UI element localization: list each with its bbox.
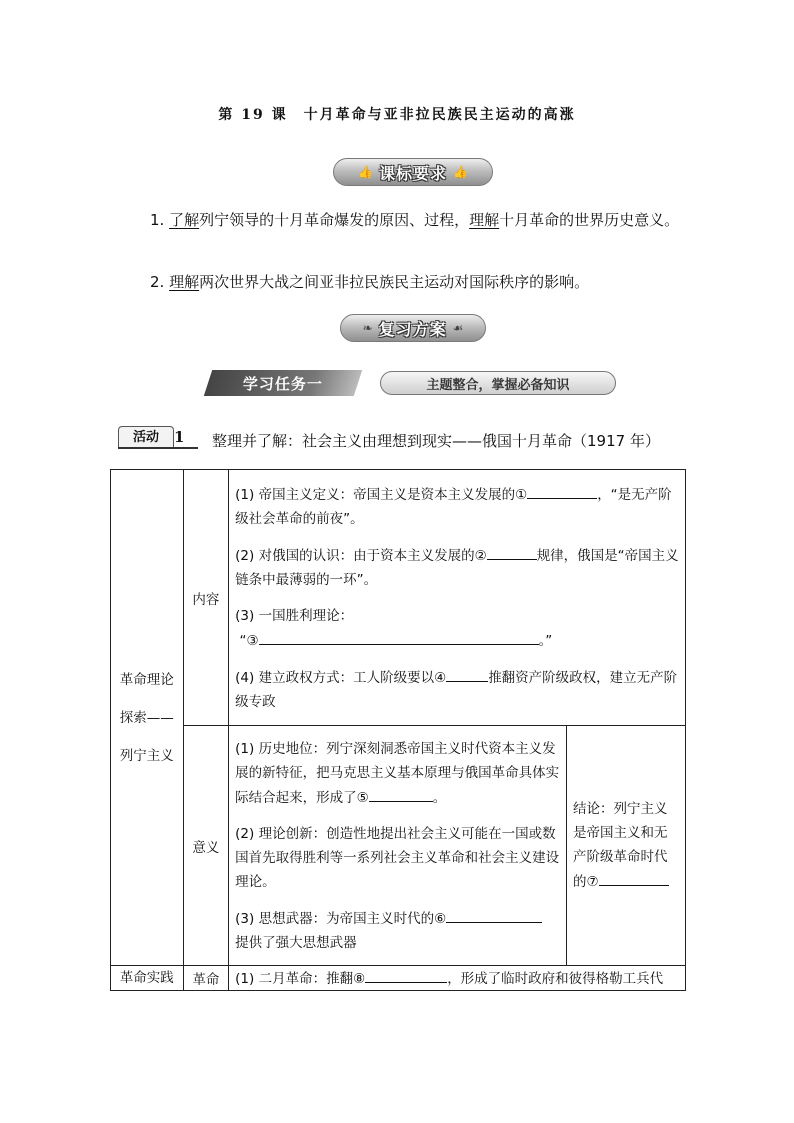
answer-blank[interactable] [527,482,597,499]
revolution-label: 革命 [183,966,229,991]
requirement-text: 两次世界大战之间亚非拉民族民主运动对国际秩序的影响。 [199,273,590,291]
content-item: (2) 对俄国的认识：由于资本主义发展的② 规律，俄国是“帝国主义链条中最薄弱的一环”。 [235,543,679,592]
curriculum-banner [333,158,493,186]
meaning-cell [229,726,567,966]
row-label-line: 革命理论 [119,671,174,688]
answer-blank[interactable] [487,543,537,560]
answer-blank[interactable] [369,785,433,802]
task-subtitle: 主题整合，掌握必备知识 [380,371,616,395]
review-banner-label: 复习方案 [378,319,447,339]
activity-underline [118,447,198,449]
conclusion-text: 结论：列宁主义是帝国主义和无产阶级革命时代的⑦ [573,801,668,890]
meaning-label: 意义 [183,726,229,966]
swirl-right-icon: ☙ [452,321,464,335]
row-label-line: 列宁主义 [119,747,174,764]
swirl-left-icon: ❧ [362,321,373,335]
review-table [110,469,686,991]
content-label: 内容 [183,470,229,726]
answer-blank[interactable] [446,665,488,682]
thumbs-up-icon: 👍 [358,165,373,179]
requirement-1 [150,206,690,234]
answer-blank[interactable] [446,906,542,923]
answer-blank[interactable] [259,628,539,645]
content-item: (1) 帝国主义定义：帝国主义是资本主义发展的① ，“是无产阶级社会革命的前夜”。 [235,482,679,531]
requirement-2 [150,268,690,296]
thumbs-up-icon: 👍 [453,165,468,179]
task-label: 学习任务一 [242,374,323,393]
curriculum-banner-label: 课标要求 [378,163,447,183]
row-label-line: 探索—— [119,709,174,726]
practice-cell: (1) 二月革命：推翻⑧ ，形成了临时政府和彼得格勒工兵代 [229,966,686,991]
content-item: (4) 建立政权方式：工人阶级要以④ 推翻资产阶级政权，建立无产阶级专政 [235,665,679,714]
lesson-title: 第 19 课 十月革命与亚非拉民族民主运动的高涨 [218,107,576,123]
content-item: (3) 一国胜利理论： “③ 。” [235,607,553,649]
activity-number: 1 [174,428,185,446]
review-banner [340,314,486,342]
answer-blank[interactable] [599,869,669,886]
meaning-item: (2) 理论创新：创造性地提出社会主义可能在一国或数国首先取得胜利等一系列社会主义革命和社会主义建设理论。 [235,825,560,890]
activity-tag [118,426,198,448]
conclusion-cell [567,726,686,966]
answer-blank[interactable] [365,966,447,983]
requirement-text: 十月革命的世界历史意义。 [499,211,680,229]
activity-text: 整理并了解：社会主义由理想到现实——俄国十月革命（1917 年） [212,432,660,450]
task-label-box [204,370,362,396]
meaning-item: (1) 历史地位：列宁深刻洞悉帝国主义时代资本主义发展的新特征，把马克思主义基本原理与俄国革命具体实际结合起来，形成了⑤ 。 [235,740,560,806]
content-cell [229,470,686,726]
requirement-verb: 理解 [469,211,500,229]
row-label-practice: 革命实践 [111,966,184,991]
requirement-number: 2. [150,273,165,291]
requirement-number: 1. [150,211,165,229]
requirement-text: 列宁领导的十月革命爆发的原因、过程， [199,211,470,229]
activity-tag-label: 活动 [118,426,174,449]
row-label-theory [111,470,184,966]
requirement-verb: 理解 [169,273,200,291]
meaning-item: (3) 思想武器：为帝国主义时代的⑥ 提供了强大思想武器 [235,906,560,955]
requirement-verb: 了解 [169,211,200,229]
